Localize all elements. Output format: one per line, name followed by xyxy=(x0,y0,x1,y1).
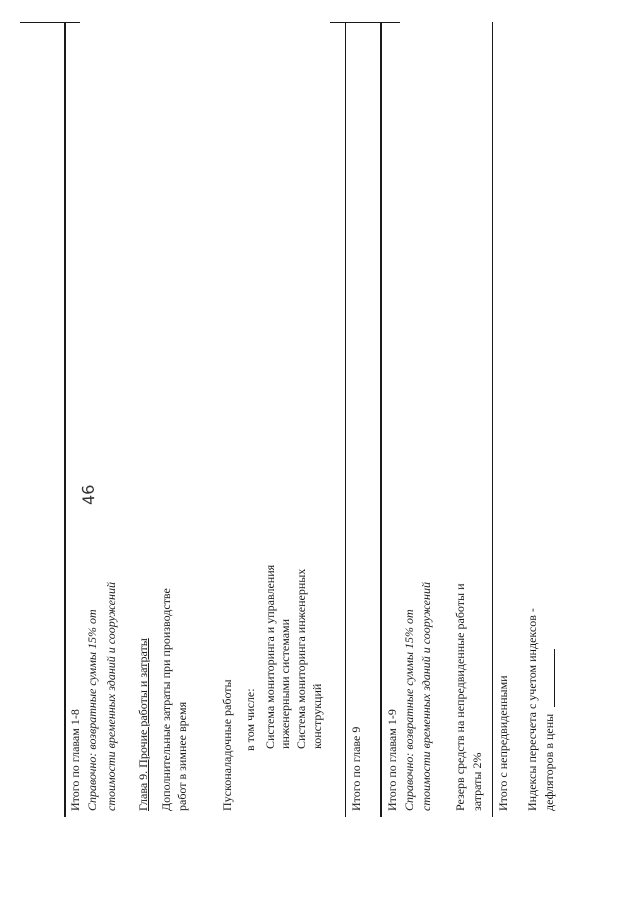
ch9-block-divider xyxy=(345,22,346,817)
total-ch9-divider xyxy=(380,22,382,817)
total-ch9: Итого по главе 9 xyxy=(349,726,363,811)
reference-refunds-2-line2: стоимости временных зданий и сооружений xyxy=(419,582,433,811)
total-with-unforeseen: Итого с непредвиденными xyxy=(496,675,510,811)
total-ch1-9: Итого по главам 1-9 xyxy=(385,709,399,811)
monitoring-control-line1: Система мониторинга и управления xyxy=(263,564,277,749)
recalculation-indices-line1: Индексы пересчета с учетом индексов - xyxy=(525,608,539,811)
recalculation-indices-line2: дефляторов в цены xyxy=(542,713,556,811)
monitoring-control-line2: инженерными системами xyxy=(278,618,292,749)
reserve-block-divider xyxy=(492,22,493,817)
top-end-rule xyxy=(20,22,80,23)
including-label: в том числе: xyxy=(243,688,257,751)
reserve-unforeseen-line2: затраты 2% xyxy=(470,752,484,811)
chapter-9-title: Глава 9. Прочие работы и затраты xyxy=(136,638,150,811)
commissioning-works: Пусконаладочные работы xyxy=(220,679,234,811)
structures-monitoring-line1: Система мониторинга инженерных xyxy=(294,568,308,749)
reference-refunds-2-line1: Справочно: возвратные суммы 15% от xyxy=(402,609,416,811)
total-ch1-8: Итого по главам 1-8 xyxy=(68,709,82,811)
winter-costs-line2: работ в зимнее время xyxy=(175,701,189,811)
winter-costs-line1: Дополнительные затраты при производстве xyxy=(159,588,173,811)
top-end-rule-2 xyxy=(330,22,400,23)
reference-refunds-1-line2: стоимости временных зданий и сооружений xyxy=(104,582,118,811)
reference-refunds-1-line1: Справочно: возвратные суммы 15% от xyxy=(85,609,99,811)
reserve-unforeseen-line1: Резерв средств на непредвиденные работы и xyxy=(453,583,467,811)
structures-monitoring-line2: конструкций xyxy=(310,683,324,749)
table-left-border xyxy=(64,22,66,817)
deflator-prices-blank xyxy=(554,649,555,707)
page-number: 46 xyxy=(78,484,99,506)
